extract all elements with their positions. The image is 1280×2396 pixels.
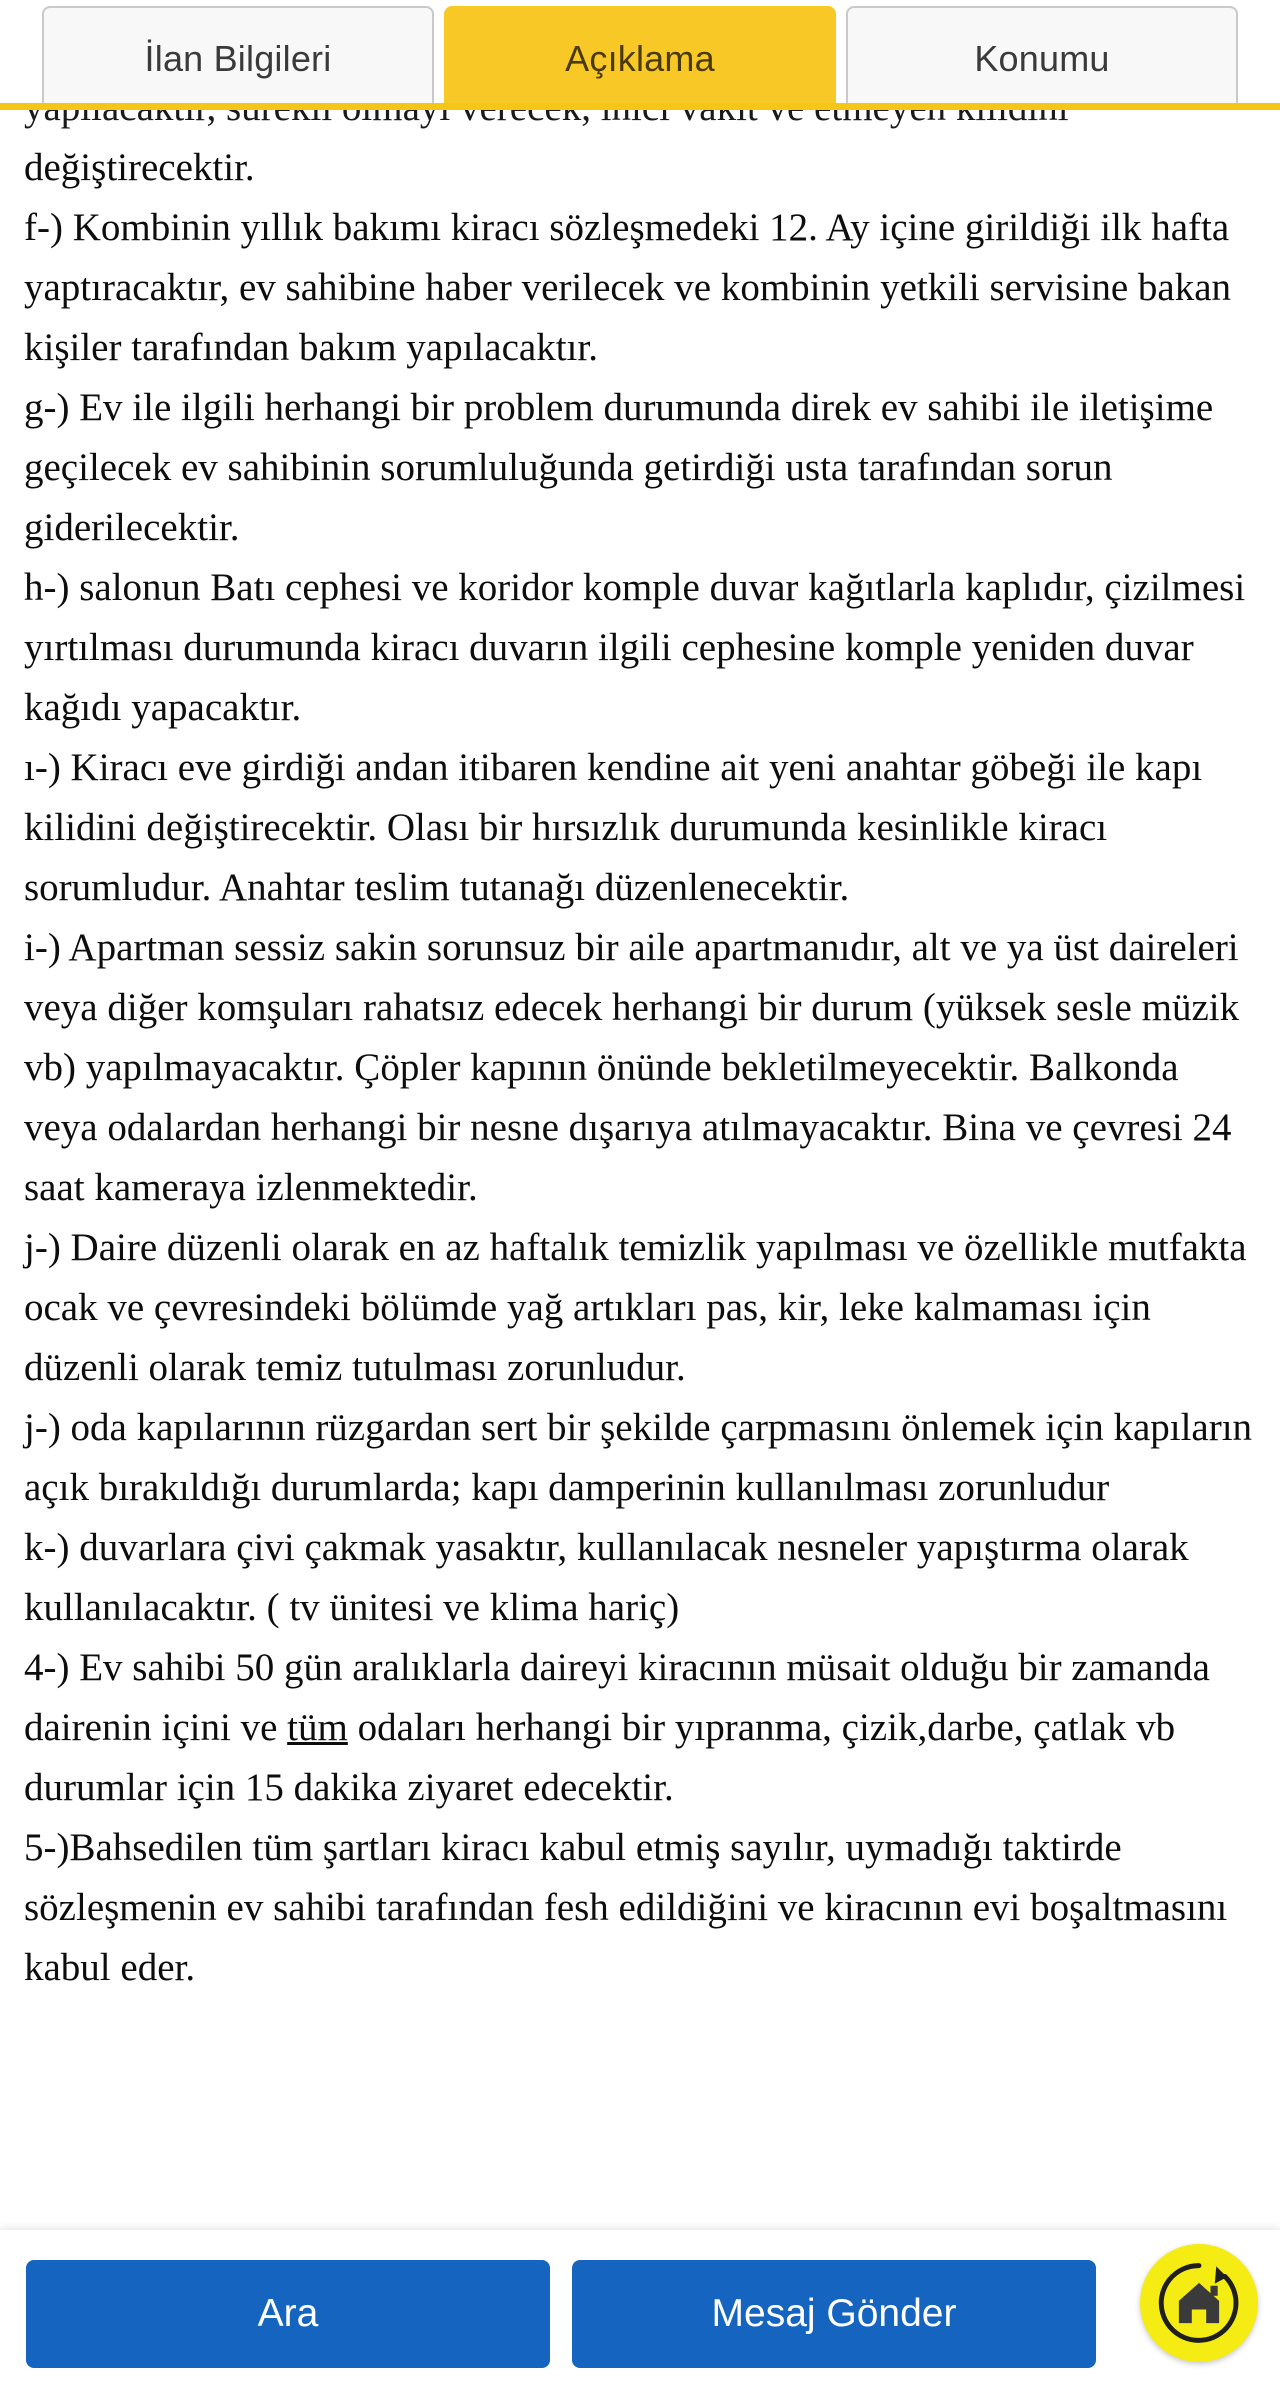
- description-paragraph: f-) Kombinin yıllık bakımı kiracı sözleşmedeki 12. Ay içine girildiği ilk hafta yaptıracaktır, ev sahibine haber verilecek ve kombinin yetkili servisine bakan kişiler tarafından bakım yapılacaktır.: [24, 206, 1232, 369]
- description-paragraph: j-) oda kapılarının rüzgardan sert bir şekilde çarpmasını önlemek için kapıların açık bırakıldığı durumlarda; kapı damperinin kullanılması zorunludur: [24, 1406, 1253, 1509]
- description-paragraph: j-) Daire düzenli olarak en az haftalık temizlik yapılması ve özellikle mutfakta ocak ve çevresindeki bölümde yağ artıkları pas, kir, leke kalmaması için düzenli olarak temiz tutulması zorunludur.: [24, 1226, 1247, 1389]
- tab-label: İlan Bilgileri: [144, 38, 332, 79]
- description-paragraph: h-) salonun Batı cephesi ve koridor komple duvar kağıtlarla kaplıdır, çizilmesi yırtılması durumunda kiracı duvarın ilgili cephesine komple yeniden duvar kağıdı yapacaktır.: [24, 566, 1246, 729]
- paragraph-text-before: 4-) Ev sahibi 50 gün aralıklarla daireyi kiracının müsait olduğu bir zamanda dairenin içini ve: [24, 1646, 1210, 1749]
- description-paragraph: k-) duvarlara çivi çakmak yasaktır, kullanılacak nesneler yapıştırma olarak kullanılacaktır. ( tv ünitesi ve klima hariç): [24, 1526, 1189, 1629]
- tab-aciklama[interactable]: [444, 6, 836, 110]
- tab-label: Açıklama: [565, 38, 715, 79]
- paragraph-text-after: odaları herhangi bir yıpranma, çizik,darbe, çatlak vb durumlar için 15 dakika ziyaret edecektir.: [24, 1706, 1176, 1809]
- description-paragraph: değiştirecektir.: [24, 146, 255, 189]
- call-button[interactable]: [26, 2260, 550, 2368]
- home-fab-button[interactable]: [1140, 2244, 1258, 2362]
- tab-active-underline: [0, 103, 1280, 110]
- action-buttons-container: [26, 2260, 1096, 2368]
- tab-list: [0, 6, 1280, 110]
- tab-ilan-bilgileri[interactable]: [42, 6, 434, 110]
- description-scroll-area[interactable]: [0, 110, 1280, 2230]
- send-message-button-label: Mesaj Gönder: [711, 2292, 957, 2335]
- description-text: [0, 78, 1280, 1998]
- description-paragraph: i-) Apartman sessiz sakin sorunsuz bir aile apartmanıdır, alt ve ya üst daireleri veya diğer komşuları rahatsız edecek herhangi bir durum (yüksek sesle müzik vb) yapılmayacaktır. Çöpler kapının önünde bekletilmeyecektir. Balkonda veya odalardan herhangi bir nesne dışarıya atılmayacaktır. Bina ve çevresi 24 saat kameraya izlenmektedir.: [24, 926, 1240, 1209]
- send-message-button[interactable]: [572, 2260, 1096, 2368]
- description-paragraph: g-) Ev ile ilgili herhangi bir problem durumunda direk ev sahibi ile iletişime geçilecek ev sahibinin sorumluluğunda getirdiği usta tarafından sorun giderilecektir.: [24, 386, 1214, 549]
- underlined-word: tüm: [287, 1706, 348, 1749]
- call-button-label: Ara: [257, 2292, 319, 2335]
- description-paragraph: 5-)Bahsedilen tüm şartları kiracı kabul etmiş sayılır, uymadığı taktirde sözleşmenin ev sahibi tarafından fesh edildiğini ve kiracının evi boşaltmasını kabul eder.: [24, 1826, 1228, 1989]
- tab-konumu[interactable]: [846, 6, 1238, 110]
- bottom-action-bar: [0, 2230, 1280, 2396]
- home-refresh-icon: [1153, 2257, 1245, 2349]
- description-paragraph: ı-) Kiracı eve girdiği andan itibaren kendine ait yeni anahtar göbeği ile kapı kilidini değiştirecektir. Olası bir hırsızlık durumunda kesinlikle kiracı sorumludur. Anahtar teslim tutanağı düzenlenecektir.: [24, 746, 1203, 909]
- description-paragraph-with-underline: [24, 1638, 1258, 1818]
- tab-bar: [0, 0, 1280, 110]
- tab-label: Konumu: [974, 38, 1110, 79]
